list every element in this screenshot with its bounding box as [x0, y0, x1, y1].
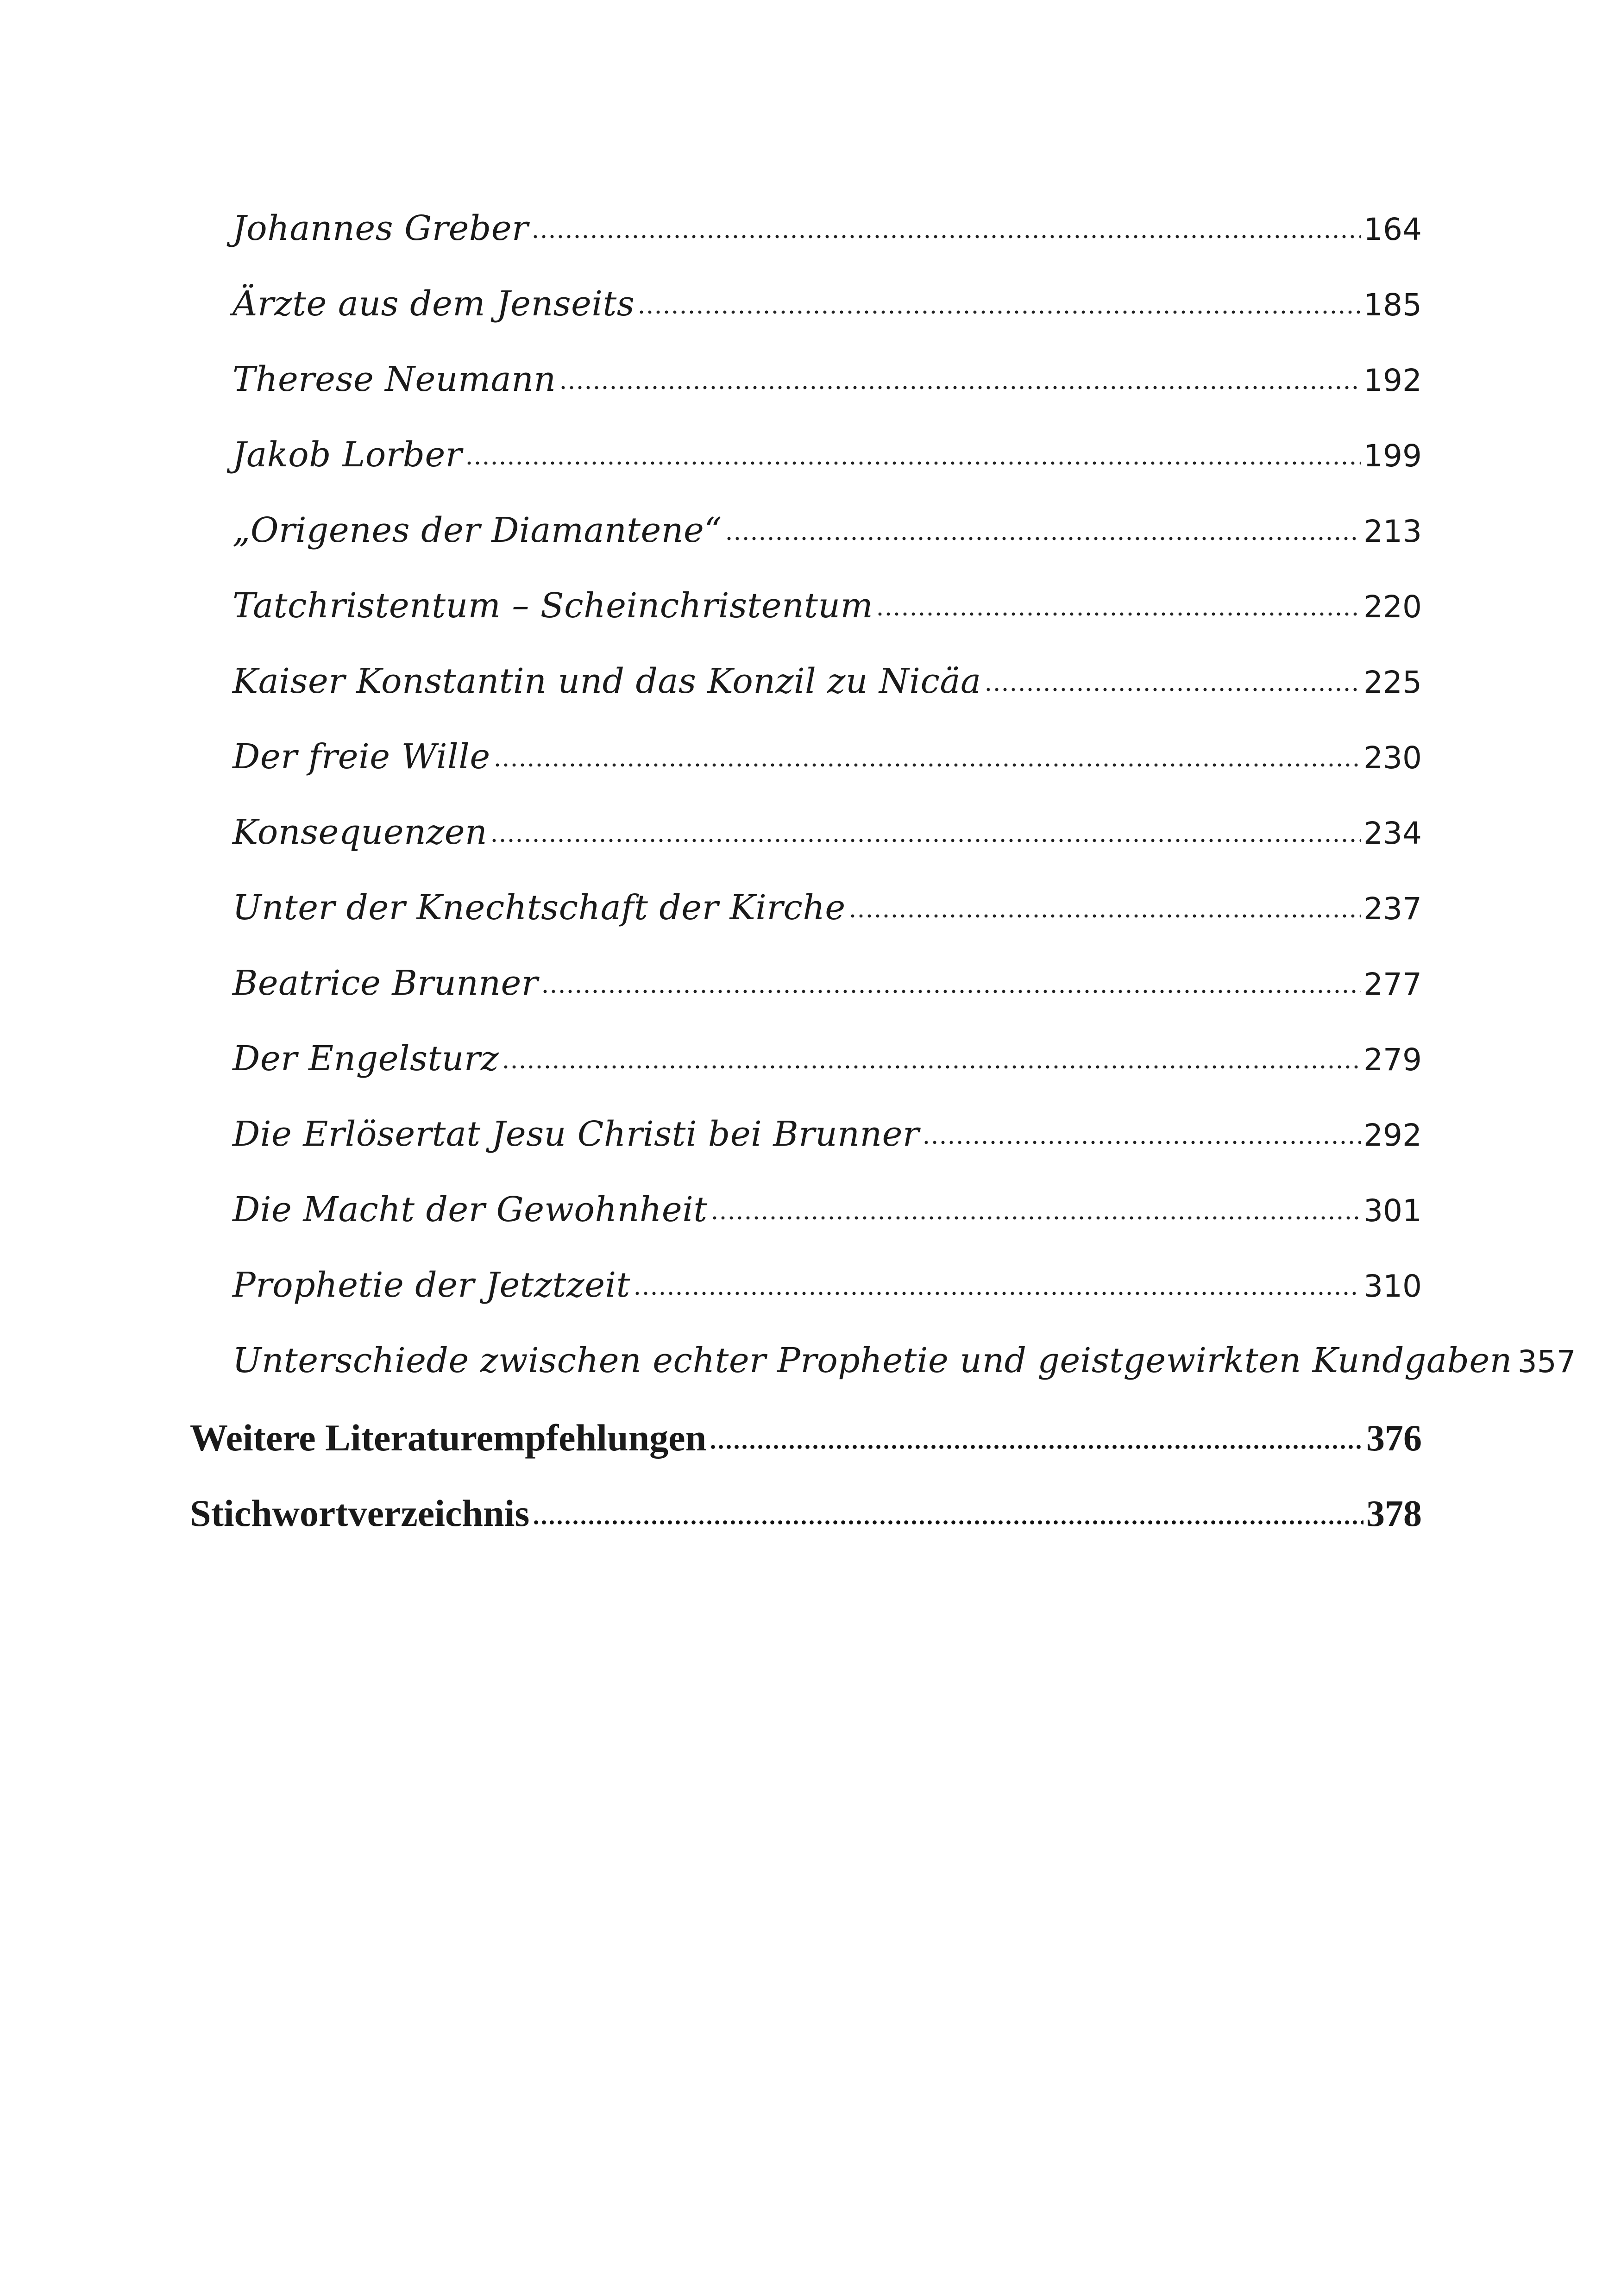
table-of-contents — [190, 208, 1576, 1567]
toc-entry-page-number: 237 — [1363, 891, 1422, 927]
toc-chapter-entry[interactable] — [190, 1416, 1422, 1492]
toc-chapter-title: Weitere Literaturempfehlungen — [190, 1417, 707, 1459]
dot-leader — [876, 612, 1361, 616]
toc-entry-page-number: 357 — [1517, 1344, 1576, 1380]
toc-entry-title: Die Macht der Gewohnheit — [232, 1190, 708, 1230]
dot-leader — [848, 914, 1361, 918]
dot-leader — [559, 386, 1361, 389]
toc-entry[interactable] — [190, 435, 1422, 510]
toc-entry-title: Der Engelsturz — [232, 1039, 499, 1079]
toc-entry-page-number: 310 — [1363, 1268, 1422, 1304]
dot-leader — [725, 537, 1361, 540]
toc-chapter-page-number: 378 — [1366, 1493, 1422, 1534]
toc-entry-title: Unter der Knechtschaft der Kirche — [232, 888, 846, 928]
toc-chapter-page-number: 376 — [1366, 1418, 1422, 1459]
toc-entry[interactable] — [190, 963, 1422, 1039]
dot-leader — [984, 688, 1361, 691]
dot-leader — [502, 1065, 1361, 1069]
toc-entry-title: Ärzte aus dem Jenseits — [232, 284, 635, 324]
toc-entry[interactable] — [190, 888, 1422, 963]
dot-leader — [465, 461, 1361, 465]
toc-entry[interactable] — [190, 737, 1422, 812]
toc-entry-title: Tatchristentum – Scheinchristentum — [232, 586, 873, 626]
toc-entry-page-number: 213 — [1363, 514, 1422, 549]
dot-leader — [493, 763, 1361, 767]
toc-entry-page-number: 277 — [1363, 966, 1422, 1002]
toc-entry-title: Johannes Greber — [232, 208, 528, 248]
toc-entry-page-number: 225 — [1363, 665, 1422, 700]
toc-entry-page-number: 220 — [1363, 589, 1422, 625]
toc-entry-title: „Origenes der Diamantene“ — [232, 510, 722, 550]
toc-entry-title: Konsequenzen — [232, 812, 488, 852]
toc-entry-page-number: 192 — [1363, 363, 1422, 398]
dot-leader — [710, 1216, 1361, 1220]
toc-entry[interactable] — [190, 812, 1422, 888]
toc-entry-page-number: 164 — [1363, 212, 1422, 247]
toc-entry[interactable] — [190, 1341, 1576, 1416]
toc-entry-page-number: 234 — [1363, 816, 1422, 851]
dot-leader — [490, 839, 1361, 842]
dot-leader — [532, 1520, 1363, 1524]
toc-entry-page-number: 230 — [1363, 740, 1422, 776]
toc-entry[interactable] — [190, 661, 1422, 737]
toc-chapter-title: Stichwortverzeichnis — [190, 1492, 530, 1534]
toc-entry-title: Prophetie der Jetztzeit — [232, 1265, 630, 1305]
toc-entry[interactable] — [190, 359, 1422, 435]
toc-entry[interactable] — [190, 510, 1422, 586]
toc-entry-page-number: 292 — [1363, 1117, 1422, 1153]
dot-leader — [531, 235, 1361, 238]
toc-entry[interactable] — [190, 1039, 1422, 1114]
toc-entry-title: Jakob Lorber — [232, 435, 462, 475]
toc-entry[interactable] — [190, 1114, 1422, 1190]
toc-entry[interactable] — [190, 284, 1422, 359]
dot-leader — [709, 1445, 1363, 1449]
toc-entry-page-number: 279 — [1363, 1042, 1422, 1078]
toc-entry-title: Therese Neumann — [232, 359, 556, 399]
toc-entry-page-number: 301 — [1363, 1193, 1422, 1229]
toc-entry-title: Beatrice Brunner — [232, 963, 538, 1003]
dot-leader — [637, 310, 1361, 314]
toc-entry[interactable] — [190, 208, 1422, 284]
toc-entry[interactable] — [190, 1265, 1422, 1341]
toc-entry-title: Kaiser Konstantin und das Konzil zu Nicäa — [232, 661, 981, 701]
toc-entry-title: Die Erlösertat Jesu Christi bei Brunner — [232, 1114, 919, 1154]
toc-entry-page-number: 185 — [1363, 287, 1422, 323]
toc-entry[interactable] — [190, 1190, 1422, 1265]
dot-leader — [922, 1141, 1361, 1144]
dot-leader — [633, 1292, 1361, 1295]
toc-entry[interactable] — [190, 586, 1422, 661]
toc-chapter-entry[interactable] — [190, 1492, 1422, 1567]
toc-entry-title: Der freie Wille — [232, 737, 490, 777]
dot-leader — [541, 990, 1361, 993]
toc-entry-page-number: 199 — [1363, 438, 1422, 474]
toc-entry-title: Unterschiede zwischen echter Prophetie und geistgewirkten Kundgaben — [232, 1341, 1512, 1380]
